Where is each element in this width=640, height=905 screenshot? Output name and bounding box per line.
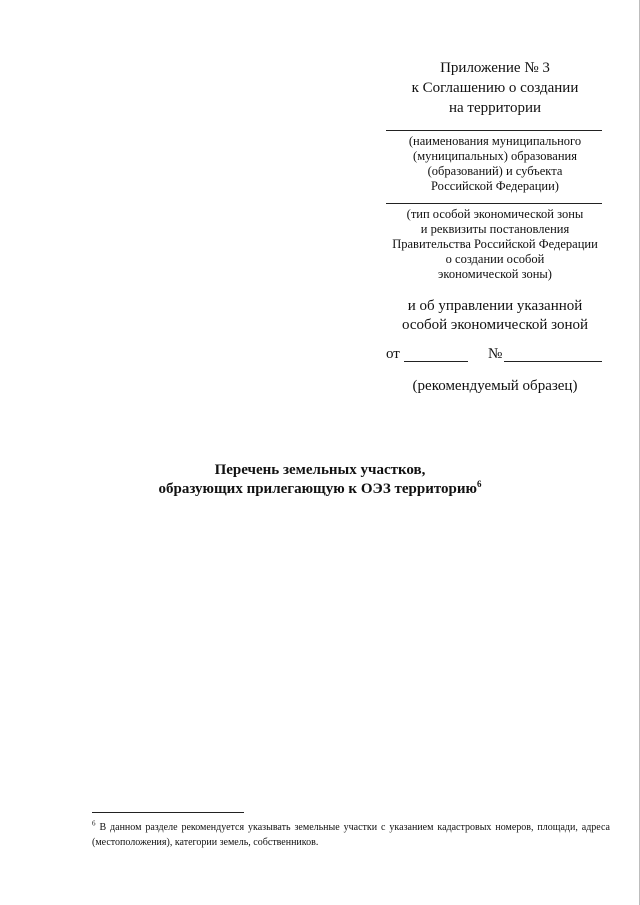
- municipal-note-line: (муниципальных) образования: [413, 149, 577, 163]
- zone-blank-line: [386, 203, 602, 204]
- title-line-2-text: образующих прилегающую к ОЭЗ территорию: [158, 481, 477, 497]
- from-label: от: [386, 346, 400, 362]
- sample-label: (рекомендуемый образец): [412, 378, 578, 394]
- footnote-mark: 6: [92, 819, 96, 828]
- date-number-row: [384, 346, 606, 364]
- footnote: [92, 820, 610, 850]
- title-line-1: Перечень земельных участков,: [214, 462, 426, 478]
- appendix-agreement: к Соглашению о создании: [411, 80, 579, 96]
- footnote-text: В данном разделе рекомендуется указывать земельные участки с указанием кадастровых номеров, площади, адреса (местоположения), категории земель, собственников.: [92, 822, 610, 848]
- municipal-note-line: (наименования муниципального: [408, 134, 582, 148]
- zone-note-line: экономической зоны): [438, 267, 552, 281]
- title-footnote-mark: 6: [476, 479, 482, 489]
- date-blank: [404, 361, 468, 362]
- appendix-number: Приложение № 3: [440, 60, 550, 76]
- number-blank: [504, 361, 602, 362]
- zone-note-line: и реквизиты постановления: [420, 222, 570, 236]
- footnote-separator: [92, 812, 244, 813]
- municipal-blank-line: [386, 130, 602, 131]
- zone-note-line: Правительства Российской Федерации: [392, 237, 598, 251]
- appendix-territory: на территории: [448, 100, 542, 116]
- title-line-2: [140, 481, 500, 498]
- zone-note-line: о создании особой: [445, 252, 545, 266]
- municipal-note-line: (образований) и субъекта: [427, 164, 563, 178]
- number-label: №: [488, 346, 503, 362]
- zone-note-line: (тип особой экономической зоны: [406, 207, 584, 221]
- municipal-note-line: Российской Федерации): [431, 179, 559, 193]
- management-line: и об управлении указанной: [407, 298, 583, 314]
- management-line: особой экономической зоной: [401, 317, 589, 333]
